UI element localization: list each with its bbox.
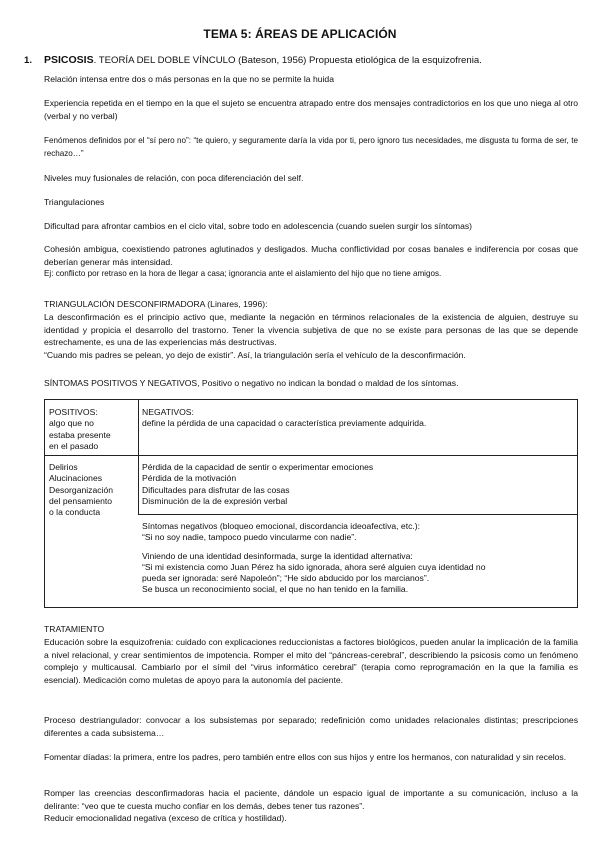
paragraph: Cohesión ambigua, coexistiendo patrones aglutinados y desligados. Mucha conflictividad por cosas banales e indiferencia por cosas que deberían generar más intensidad.: [44, 244, 578, 267]
symptoms-table: [44, 399, 578, 608]
section-number: 1.: [24, 55, 33, 66]
paragraph: Romper las creencias desconfirmadoras hacia el paciente, dándole un espacio igual de importante a su comunicación, incluso a la delirante: “veo que te cuesta mucho confiar en los demás, debes tener tus razones”.: [44, 788, 578, 811]
paragraph: Niveles muy fusionales de relación, con poca diferenciación del self.: [44, 173, 304, 183]
table-divider: [45, 455, 577, 456]
section-subtitle: . TEORÍA DEL DOBLE VÍNCULO (Bateson, 1956) Propuesta etiológica de la esquizofrenia.: [93, 55, 482, 66]
section-name: PSICOSIS: [44, 54, 94, 66]
table-cell-negative-list: Pérdida de la capacidad de sentir o experimentar emociones Pérdida de la motivación Dificultades para disfrutar de las cosas Disminución de la de expresión verbal: [142, 462, 374, 506]
subheading: TRIANGULACIÓN DESCONFIRMADORA (Linares, 1996):: [44, 299, 268, 309]
paragraph: La desconfirmación es el principio activo que, mediante la negación en términos relacionales de la existencia de alguien, destruye su identidad y propicia el desarrollo del trastorno. Tener la vivencia subjetiva de que no se existe para personas de las que se depende estrechamente, es una de las experiencias más destructivas.: [44, 312, 578, 347]
paragraph: Dificultad para afrontar cambios en el ciclo vital, sobre todo en adolescencia (cuando suelen surgir los síntomas): [44, 221, 473, 231]
table-divider: [138, 400, 139, 515]
example-line: Ej: conflicto por retraso en la hora de llegar a casa; ignorancia ante el aislamiento del hijo que no tiene amigos.: [44, 269, 442, 278]
paragraph: Fomentar díadas: la primera, entre los padres, pero también entre ellos con sus hijos y entre los hermanos, con naturalidad y sin recelos.: [44, 752, 567, 762]
paragraph: Experiencia repetida en el tiempo en la que el sujeto se encuentra atrapado entre dos mensajes contradictorios en los que uno niega al otro (verbal y no verbal): [44, 98, 578, 121]
paragraph: Relación intensa entre dos o más personas en la que no se permite la huida: [44, 74, 334, 84]
paragraph: Educación sobre la esquizofrenia: cuidado con explicaciones reduccionistas a factores biológicos, pueden anular la implicación de la familia a nivel relacional, y crear sentimientos de impotencia. Romper el mito del “páncreas-cerebral”, describiendo la psicosis como un fenómeno complejo y multicausal. Cambiarlo por el símil del “virus informático cerebral” (terapia como reprogramación en la que la familia es esencial). Medicación como muletas de apoyo para la autonomía del paciente.: [44, 637, 578, 685]
subheading: SÍNTOMAS POSITIVOS Y NEGATIVOS, Positivo o negativo no indican la bondad o maldad de los síntomas.: [44, 378, 459, 388]
paragraph: Reducir emocionalidad negativa (exceso de crítica y hostilidad).: [44, 813, 287, 823]
page-title: TEMA 5: ÁREAS DE APLICACIÓN: [203, 27, 397, 41]
table-cell-positive-list: Delirios Alucinaciones Desorganización del pensamiento o la conducta: [49, 462, 114, 518]
table-cell-negativos-head: NEGATIVOS: define la pérdida de una capacidad o característica previamente adquirida.: [142, 407, 427, 429]
paragraph: Fenómenos definidos por el “sí pero no”: “te quiero, y seguramente daría la vida por ti, pero ignoro tus necesidades, me disgusta tu forma de ser, te rechazo…”: [44, 136, 578, 158]
treatment-heading: TRATAMIENTO: [44, 624, 105, 634]
paragraph: Triangulaciones: [44, 197, 105, 207]
paragraph: Proceso destriangulador: convocar a los subsistemas por separado; redefinición como unidades relacionales distintas; prescripciones diferentes a cada subsistema…: [44, 715, 578, 738]
section-heading: [24, 54, 482, 67]
table-cell-positivos-head: POSITIVOS: algo que no estaba presente en el pasado: [49, 407, 111, 451]
table-cell-negative-extra: Síntomas negativos (bloqueo emocional, discordancia ideoafectiva, etc.): “Si no soy nadie, tampoco puedo vincularme con nadie”. Viniendo de una identidad desinformada, surge la identidad alternativa: “Si mi existencia como Juan Pérez ha sido ignorada, ahora seré alguien cuya identidad no pueda ser ignorada: seré Napoleón”; “He sido abducido por los marcianos”. Se busca un reconocimiento social, el que no han tenido en la familia.: [142, 521, 486, 595]
quote-line: “Cuando mis padres se pelean, yo dejo de existir”. Así, la triangulación sería el vehículo de la desconfirmación.: [44, 350, 466, 360]
table-divider: [138, 514, 577, 515]
